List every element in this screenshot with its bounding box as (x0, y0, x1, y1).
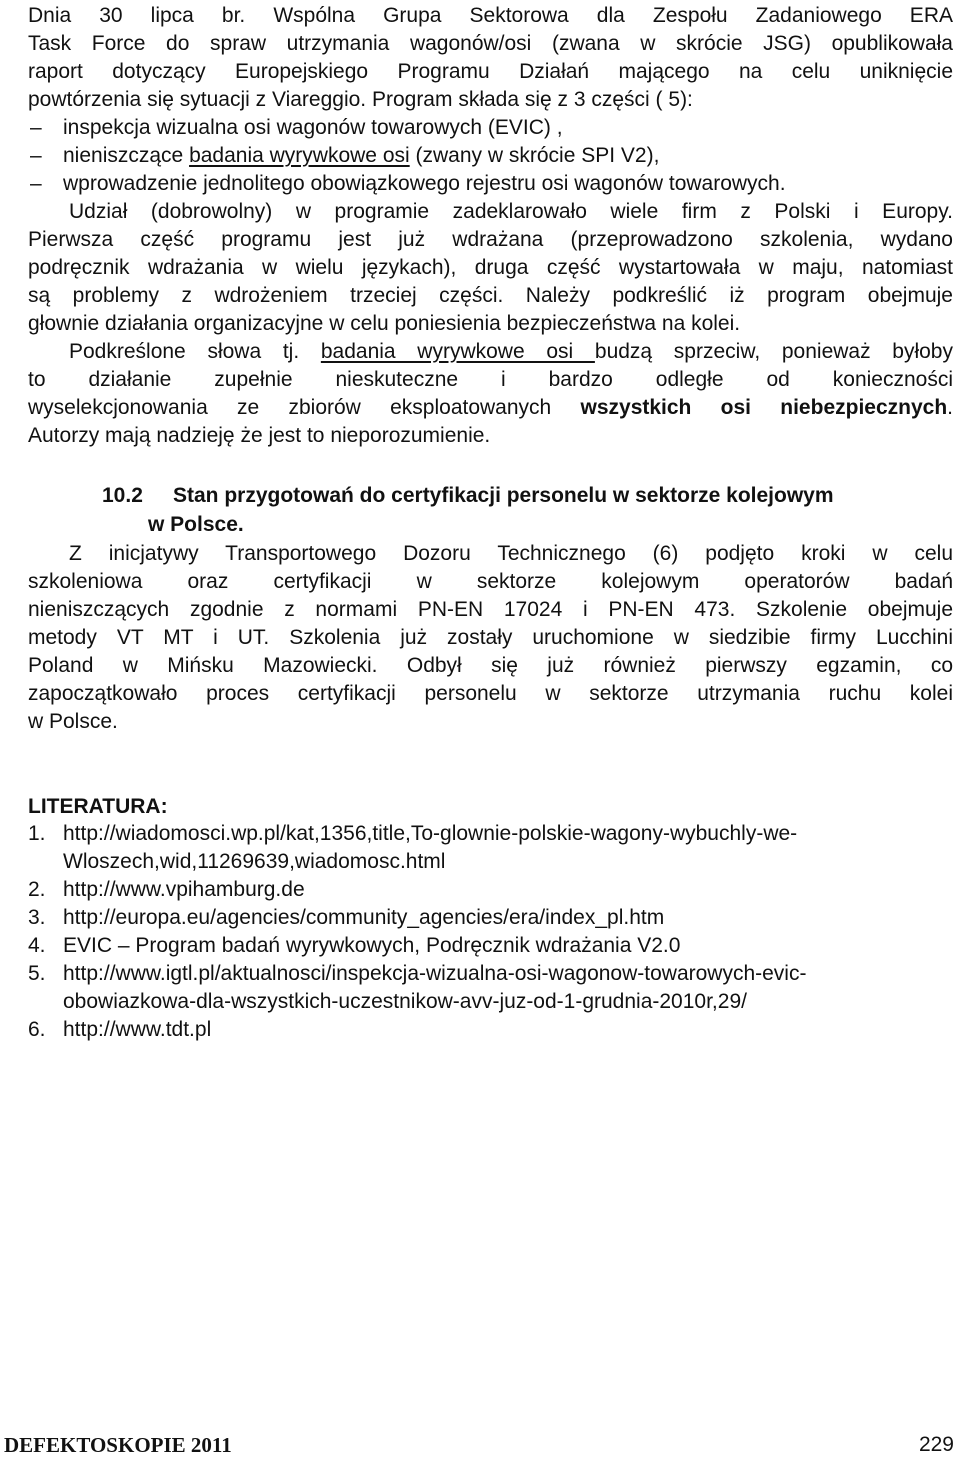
reference-link[interactable]: http://europa.eu/agencies/community_agencies/era/index_pl.htm (63, 906, 665, 929)
para3-post: budzą sprzeciw, ponieważ byłoby (594, 340, 953, 363)
intro-line-3: raport dotyczący Europejskiego Programu Działań mającego na celu uniknięcie (28, 60, 953, 83)
reference-text: EVIC – Program badań wyrywkowych, Podręcznik wdrażania V2.0 (63, 934, 681, 957)
para2-line-1: Udział (dobrowolny) w programie zadeklarowało wiele firm z Polski i Europy. (69, 200, 953, 223)
bullet-2 (63, 142, 659, 170)
para3-l3-post: . (947, 396, 953, 419)
section-title-line-1: Stan przygotowań do certyfikacji personelu w sektorze kolejowym (173, 484, 834, 507)
reference-number: 2. (28, 878, 46, 901)
para2-line-5: głownie działania organizacyjne w celu poniesienia bezpieczeństwa na kolei. (28, 312, 741, 335)
para3-pre: Podkreślone słowa tj. (69, 340, 321, 363)
para3-line-2: to działanie zupełnie nieskuteczne i bardzo odległe od konieczności (28, 368, 953, 391)
para4-line-7: w Polsce. (28, 710, 118, 733)
section-number: 10.2 (102, 484, 143, 507)
bullet-2-post: (zwany w skrócie SPI V2), (409, 144, 660, 167)
bullet-1: inspekcja wizualna osi wagonów towarowych (EVIC) , (63, 116, 563, 139)
section-heading-line-1 (102, 482, 960, 511)
reference-number: 4. (28, 934, 46, 957)
para2-line-3: podręcznik wdrażania w wielu językach), druga część wystartowała w maju, natomiast (28, 256, 953, 279)
section-heading (102, 482, 960, 539)
bullet-2-pre: nieniszczące (63, 144, 190, 167)
bullet-2-underlined: badania wyrywkowe osi (189, 144, 410, 167)
para3-line-3 (28, 394, 953, 422)
para3-l3-bold: wszystkich osi niebezpiecznych (580, 396, 948, 419)
bullet-dash-1: – (30, 116, 42, 139)
section-title-line-2: w Polsce. (148, 512, 244, 536)
para3-line-1 (28, 338, 953, 366)
reference-link-cont[interactable]: Wloszech,wid,11269639,wiadomosc.html (63, 850, 446, 874)
reference-link[interactable]: http://www.tdt.pl (63, 1018, 212, 1041)
footer-journal-name: DEFEKTOSKOPIE 2011 (4, 1433, 232, 1457)
para4-line-4: metody VT MT i UT. Szkolenia już zostały uruchomione w siedzibie firmy Lucchini (28, 626, 953, 649)
bullet-dash-3: – (30, 172, 42, 195)
para3-line-4: Autorzy mają nadzieję że jest to nieporozumienie. (28, 424, 491, 447)
intro-line-1: Dnia 30 lipca br. Wspólna Grupa Sektorowa dla Zespołu Zadaniowego ERA (28, 4, 953, 27)
reference-link[interactable]: http://wiadomosci.wp.pl/kat,1356,title,To-glownie-polskie-wagony-wybuchly-we- (63, 822, 798, 845)
reference-number: 5. (28, 962, 46, 985)
para4-line-2: szkoleniowa oraz certyfikacji w sektorze kolejowym operatorów badań (28, 570, 953, 593)
para2-line-2: Pierwsza część programu jest już wdrażana (przeprowadzono szkolenia, wydano (28, 228, 953, 251)
reference-link[interactable]: http://www.vpihamburg.de (63, 878, 305, 901)
para4-line-1: Z inicjatywy Transportowego Dozoru Technicznego (6) podjęto kroki w celu (69, 542, 953, 565)
intro-line-4: powtórzenia się sytuacji z Viareggio. Program składa się z 3 części ( 5): (28, 88, 693, 111)
reference-number: 6. (28, 1018, 46, 1041)
para4-line-3: nieniszczących zgodnie z normami PN-EN 17024 i PN-EN 473. Szkolenie obejmuje (28, 598, 953, 621)
para3-underlined: badania wyrywkowe osi (320, 340, 595, 363)
intro-line-2: Task Force do spraw utrzymania wagonów/osi (zwana w skrócie JSG) opublikowała (28, 32, 953, 55)
bullet-3: wprowadzenie jednolitego obowiązkowego rejestru osi wagonów towarowych. (63, 172, 786, 195)
bullet-dash-2: – (30, 144, 42, 167)
para3-l3-pre: wyselekcjonowania ze zbiorów eksploatowanych (28, 396, 581, 419)
para2-line-4: są problemy z wdrożeniem trzeciej części. Należy podkreślić iż program obejmuje (28, 284, 953, 307)
literature-heading: LITERATURA: (28, 795, 168, 818)
footer-page-number: 229 (918, 1433, 954, 1456)
para4-line-6: zapoczątkowało proces certyfikacji personelu w sektorze utrzymania ruchu kolei (28, 682, 953, 705)
reference-number: 3. (28, 906, 46, 929)
reference-number: 1. (28, 822, 46, 845)
para4-line-5: Poland w Mińsku Mazowiecki. Odbył się już również pierwszy egzamin, co (28, 654, 953, 677)
reference-link[interactable]: http://www.igtl.pl/aktualnosci/inspekcja-wizualna-osi-wagonow-towarowych-evic- (63, 962, 807, 985)
reference-link-cont[interactable]: obowiazkowa-dla-wszystkich-uczestnikow-avv-juz-od-1-grudnia-2010r,29/ (63, 990, 747, 1014)
